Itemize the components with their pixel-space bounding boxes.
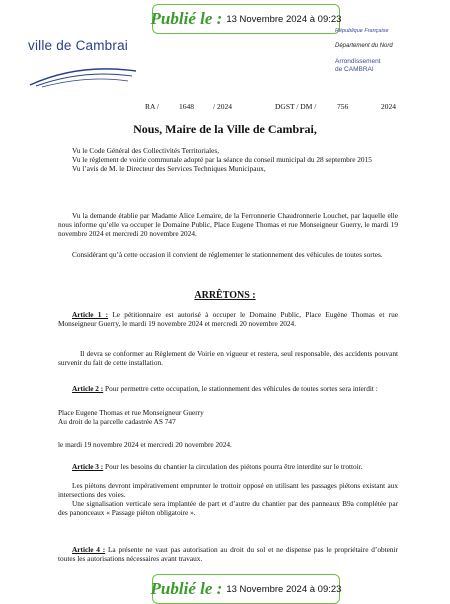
article-2-label: Article 2 :	[72, 384, 104, 393]
visas-block	[72, 146, 397, 173]
request-paragraph: Vu la demande établie par Madame Alice Lemaire, de la Ferronnerie Chaudronnerie Louchet, par laquelle elle nous informe qu’elle va occuper le Domaine Public, Place Eugene Thomas et rue Monseigneur Guerry, le mardi 19 novembre 2024 et mercredi 20 novembre 2024.	[58, 211, 398, 238]
article-3-text: Pour les besoins du chantier la circulation des piétons pourra être interdite sur le trottoir.	[103, 462, 363, 471]
visa-line: Vu l’avis de M. le Directeur des Services Techniques Municipaux,	[72, 164, 266, 173]
article-4-label: Article 4 :	[72, 545, 106, 554]
publication-stamp-top	[152, 4, 340, 34]
admin-header	[335, 28, 445, 74]
departement-label: Département du Nord	[335, 43, 393, 49]
stamp-date: 13 Novembre 2024 à 09:23	[226, 583, 342, 595]
article-3-text2: Les piétons devront impérativement emprunter le trottoir opposé en utilisant les passages piétons existant aux intersections des voies.	[58, 481, 398, 499]
article-1-label: Article 1 :	[72, 310, 109, 319]
article-3	[58, 462, 398, 471]
document-title: Nous, Maire de la Ville de Cambrai,	[133, 122, 317, 136]
article-2-text: Pour permettre cette occupation, le stationnement des véhicules de toutes sortes sera interdit :	[103, 384, 378, 393]
dgst-number: 756	[337, 102, 349, 111]
arretons-heading: ARRÊTONS :	[194, 290, 256, 301]
stamp-date: 13 Novembre 2024 à 09:23	[226, 13, 342, 25]
article-3-text3: Une signalisation verticale sera implantée de part et d’autre du chantier par des panneaux B9a complétée par des panonceaux « Passage piéton obligatoire ».	[58, 499, 398, 517]
stamp-label: Publié le :	[150, 9, 223, 28]
visa-line: Vu le Code Général des Collectivités Territoriales,	[72, 146, 220, 155]
article-2-parcelle: Au droit de la parcelle cadastrée AS 747	[58, 417, 176, 426]
republique-label: République Française	[335, 28, 389, 34]
considering-paragraph: Considérant qu’à cette occasion il convient de réglementer le stationnement des véhicules de toutes sortes.	[72, 250, 383, 259]
article-2-locations	[58, 408, 398, 426]
arrondissement-label-1: Arrondissement	[335, 58, 381, 65]
city-logo	[28, 38, 138, 89]
logo-text: ville de Cambrai	[28, 38, 128, 53]
article-2-place: Place Eugene Thomas et rue Monseigneur Guerry	[58, 408, 204, 417]
arrondissement-label-2: de CAMBRAI	[335, 66, 374, 73]
article-4	[58, 545, 398, 563]
ra-year: / 2024	[213, 102, 232, 111]
ra-label: RA /	[145, 102, 159, 111]
logo-swoosh-icon	[28, 55, 138, 89]
article-1	[58, 310, 398, 328]
article-3-label: Article 3 :	[72, 462, 104, 471]
article-4-text: La présente ne vaut pas autorisation au droit du sol et ne dispense pas le propriétaire d’obtenir toutes les autorisations nécessaires avant travaux.	[58, 545, 398, 563]
article-2-dates: le mardi 19 novembre 2024 et mercredi 20 novembre 2024.	[58, 440, 232, 449]
ra-number: 1648	[179, 102, 194, 111]
stamp-label: Publié le :	[150, 579, 223, 598]
article-3-more	[58, 481, 398, 517]
dgst-label: DGST / DM /	[275, 102, 317, 111]
article-1-text2: Il devra se conformer au Règlement de Voirie en vigueur et restera, seul responsable, des accidents pouvant survenir du fait de cette installation.	[58, 349, 398, 367]
article-2	[58, 384, 398, 393]
dgst-year: 2024	[381, 102, 396, 111]
visa-line: Vu le règlement de voirie communale adopté par la séance du conseil municipal du 28 septembre 2015	[72, 155, 372, 164]
article-1-text: Le pétitionnaire est autorisé à occuper le Domaine Public, Place Eugène Thomas et rue Monseigneur Guerry, le mardi 19 novembre 2024 et mercredi 20 novembre 2024.	[58, 310, 398, 328]
